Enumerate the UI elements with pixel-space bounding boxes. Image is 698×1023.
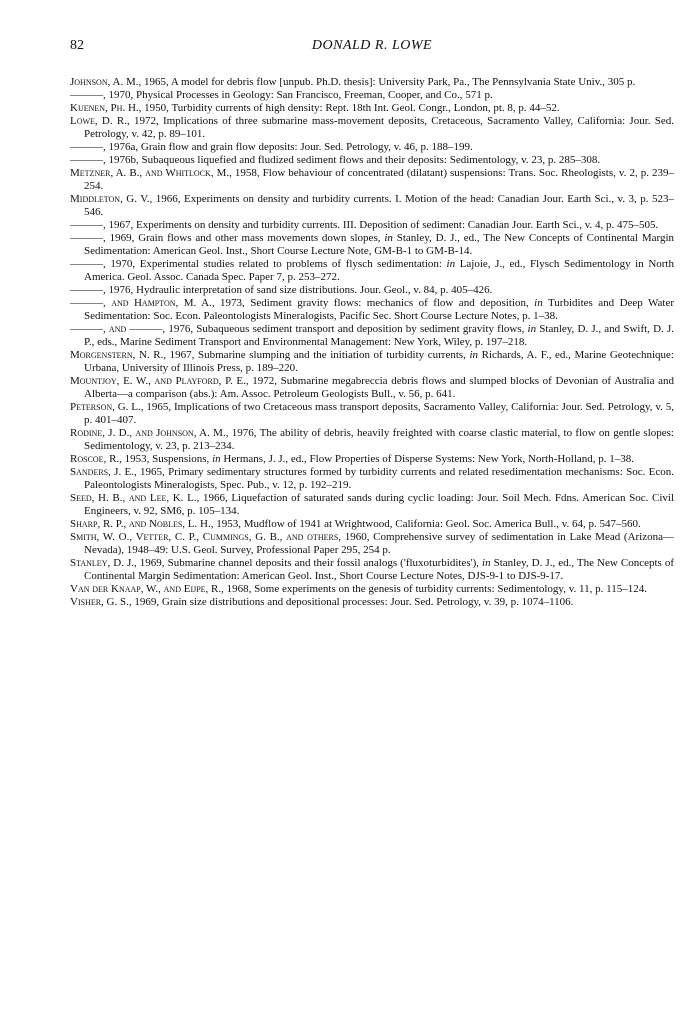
reference-entry [70,427,674,453]
reference-text: , 1976, The ability of debris, heavily freighted with coarse clastic material, to flow on gentle slopes: Sedimentology, v. 23, p. 213–234. [84,427,674,452]
reference-authors: Rodine, J. D., and Johnson, A. M. [70,427,226,439]
reference-text-rest: Stanley, D. J., ed., The New Concepts of Continental Margin Sedimentation: American Geol. Inst., Short Course Lecture Notes, DJS-9-1 to DJS-9-17. [84,557,674,582]
reference-authors: Peterson, G. L. [70,401,141,413]
reference-italic: in [212,453,221,465]
reference-entry [70,284,674,297]
reference-text: , 1976, Hydraulic interpretation of sand size distributions. Jour. Geol., v. 84, p. 405–426. [103,284,493,296]
reference-text: , 1972, Implications of three submarine mass-movement deposits, Cretaceous, Sacramento Valley, California: Jour. Sed. Petrology, v. 42, p. 89–101. [84,115,675,140]
reference-text: , 1965, Implications of two Cretaceous mass transport deposits, Sacramento Valley, California: Jour. Sed. Petrology, v. 5, p. 401–407. [84,401,674,426]
reference-text: , 1967, Submarine slumping and the initiation of turbidity currents, [163,349,470,361]
reference-authors: Mountjoy, E. W., and Playford, P. E. [70,375,246,387]
running-title: DONALD R. LOWE [311,38,433,53]
reference-text-rest: Hermans, J. J., ed., Flow Properties of Disperse Systems: New York, North-Holland, p. 1–38. [220,453,635,465]
reference-text: , 1972, Submarine megabreccia debris flows and slumped blocks of Devonian of Australia and Alberta—a comparison (abs.): Am. Assoc. Petroleum Geologists Bull., v. 56, p. 641. [84,375,674,400]
page-number: 82 [70,38,84,53]
reference-authors: Middleton, G. V. [70,193,150,205]
reference-authors: ——— [70,258,103,270]
reference-entry [70,583,674,596]
reference-text: , 1973, Sediment gravity flows: mechanics of flow and deposition, [211,297,535,309]
reference-entry [70,375,674,401]
reference-authors: ——— [70,219,103,231]
reference-entry [70,102,674,115]
reference-entry [70,349,674,375]
reference-authors: Sanders, J. E. [70,466,134,478]
reference-entry [70,531,674,557]
reference-text-rest: Stanley, D. J., ed., The New Concepts of Continental Margin Sedimentation: American Geol. Inst., Short Course Lecture Note, GM-B-1 to GM-B-14. [84,232,674,257]
reference-text: , 1969, Grain size distributions and depositional processes: Jour. Sed. Petrology, v. 39, p. 1074–1106. [128,596,574,608]
reference-authors: Smith, W. O., Vetter, C. P., Cummings, G. B., and others [70,531,339,543]
reference-authors: ——— [70,154,103,166]
reference-authors: ——— [70,284,103,296]
reference-text: , 1970, Experimental studies related to problems of flysch sedimentation: [103,258,447,270]
reference-entry [70,297,674,323]
reference-entry [70,193,674,219]
reference-authors: ———, and Hampton, M. A. [70,297,212,309]
reference-text: , 1976b, Subaqueous liquefied and fludized sediment flows and their deposits: Sedimentology, v. 23, p. 285–308. [103,154,601,166]
reference-entry [70,258,674,284]
reference-authors: Stanley, D. J. [70,557,135,569]
reference-italic: in [482,557,491,569]
reference-entry [70,167,674,193]
reference-text: , 1953, Mudflow of 1941 at Wrightwood, California: Geol. Soc. America Bull., v. 64, p. 547–560. [210,518,641,530]
reference-italic: in [469,349,479,361]
reference-authors: Johnson, A. M. [70,76,139,88]
reference-text: , 1966, Liquefaction of saturated sands during cyclic loading: Jour. Soil Mech. Fdns. American Soc. Civil Engineers, v. 92, SM6, p. 105–134. [84,492,675,517]
page-header [70,38,674,56]
reference-list [70,76,674,609]
reference-entry [70,596,674,609]
reference-text: , 1969, Submarine channel deposits and their fossil analogs ('fluxoturbidites'), [134,557,483,569]
reference-authors: Kuenen, Ph. H. [70,102,139,114]
reference-authors: Morgenstern, N. R. [70,349,164,361]
reference-authors: Lowe, D. R. [70,115,127,127]
reference-italic: in [384,232,393,244]
reference-entry [70,518,674,531]
reference-text: , 1966, Experiments on density and turbidity currents. I. Motion of the head: Canadian Jour. Earth Sci., v. 3, p. 523–546. [84,193,674,218]
reference-text: , 1960, Comprehensive survey of sedimentation in Lake Mead (Arizona—Nevada), 1948–49: U.S. Geol. Survey, Professional Paper 295, 254 p. [84,531,674,556]
reference-text: , 1968, Some experiments on the genesis of turbidity currents: Sedimentology, v. 11, p. 115–124. [221,583,647,595]
reference-entry [70,154,674,167]
reference-authors: Roscoe, R. [70,453,120,465]
reference-text: , 1970, Physical Processes in Geology: San Francisco, Freeman, Cooper, and Co., 571 p. [103,89,493,101]
reference-entry [70,76,674,89]
reference-text: , 1976a, Grain flow and grain flow deposits: Jour. Sed. Petrology, v. 46, p. 188–199. [103,141,473,153]
reference-entry [70,453,674,466]
reference-italic: in [446,258,456,270]
reference-italic: in [527,323,537,335]
reference-entry [70,89,674,102]
reference-entry [70,466,674,492]
reference-authors: Visher, G. S. [70,596,129,608]
reference-entry [70,232,674,258]
reference-entry [70,219,674,232]
reference-authors: Metzner, A. B., and Whitlock, M. [70,167,230,179]
reference-text: , 1953, Suspensions, [119,453,213,465]
reference-authors: ——— [70,141,103,153]
reference-authors: Sharp, R. P., and Nobles, L. H. [70,518,211,530]
reference-text-rest: Richards, A. F., ed., Marine Geotechnique: Urbana, University of Illinois Press, p. 189–220. [84,349,674,374]
reference-entry [70,557,674,583]
reference-authors: Van der Knaap, W., and Eijpe, R. [70,583,222,595]
reference-text: , 1967, Experiments on density and turbidity currents. III. Deposition of sediment: Canadian Jour. Earth Sci., v. 4, p. 475–505. [103,219,659,231]
reference-text-rest: Stanley, D. J., and Swift, D. J. P., eds., Marine Sediment Transport and Environmental Management: New York, Wiley, p. 197–218. [84,323,674,348]
reference-italic: in [534,297,543,309]
reference-text: , 1976, Subaqueous sediment transport and deposition by sediment gravity flows, [162,323,528,335]
reference-authors: ———, and ——— [70,323,163,335]
reference-text-rest: Turbidites and Deep Water Sedimentation: Soc. Econ. Paleontologists Mineralogists, Pacific Sec. Short Course Lecture Notes, p. 1–38. [84,297,675,322]
reference-authors: ——— [70,89,103,101]
reference-entry [70,141,674,154]
reference-text: , 1965, A model for debris flow [unpub. Ph.D. thesis]: University Park, Pa., The Pennsylvania State Univ., 305 p. [138,76,636,88]
reference-text: , 1969, Grain flows and other mass movements down slopes, [103,232,385,244]
reference-text: , 1965, Primary sedimentary structures formed by turbidity currents and related resedimentation mechanisms: Soc. Econ. Paleontologists Mineralogists, Spec. Pub., v. 12, p. 192–219. [84,466,674,491]
reference-entry [70,115,674,141]
reference-entry [70,323,674,349]
reference-entry [70,492,674,518]
reference-text: , 1958, Flow behaviour of concentrated (dilatant) suspensions: Trans. Soc. Rheologists, v. 2, p. 239–254. [84,167,674,192]
reference-authors: ——— [70,232,103,244]
reference-entry [70,401,674,427]
reference-authors: Seed, H. B., and Lee, K. L. [70,492,197,504]
reference-text-rest: Lajoie, J., ed., Flysch Sedimentology in North America. Geol. Assoc. Canada Spec. Paper 7, p. 253–272. [84,258,674,283]
reference-text: , 1950, Turbidity currents of high density: Rept. 18th Int. Geol. Congr., London, pt. 8, p. 44–52. [138,102,560,114]
